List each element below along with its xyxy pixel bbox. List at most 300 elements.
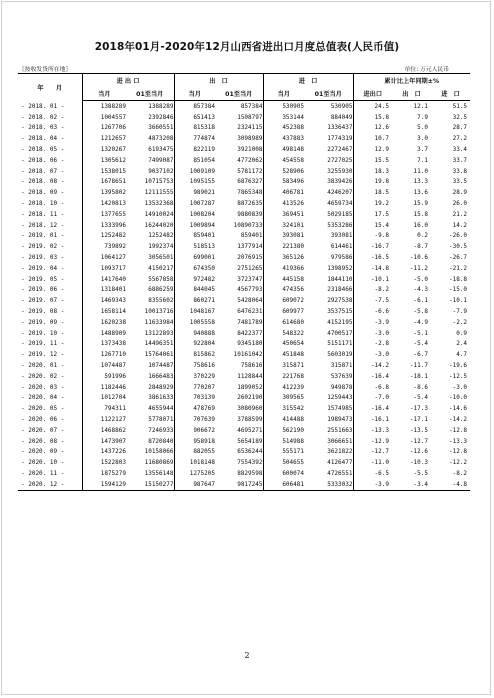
cell-im-month: 454558 (282, 156, 304, 164)
table-row (18, 209, 470, 220)
cell-im-month: 614680 (282, 318, 304, 326)
cell-ie-month: 1620238 (100, 318, 126, 326)
cell-im-ytd: 1774319 (304, 133, 353, 144)
cell-ex-month: 699001 (193, 254, 215, 262)
cell-date: - 2019. 09 - (18, 317, 82, 328)
cell-ex-month: 859401 (193, 232, 215, 240)
cell-ex-ytd: 1899052 (215, 382, 263, 393)
cell-im-month: 412239 (282, 383, 304, 391)
cell-ex-month: 922804 (193, 340, 215, 348)
header-import-export: 进 出 口 (82, 74, 174, 88)
cell-im-ytd: 4700517 (304, 328, 353, 339)
cell-yoy-ie: -11.0 (370, 459, 389, 467)
cell-yoy-ie: 19.8 (374, 178, 389, 186)
cell-im-ytd: 2727025 (304, 155, 353, 166)
cell-im-ytd: 393081 (304, 231, 353, 242)
cell-yoy-ie: -16.5 (370, 254, 389, 262)
cell-im-ytd: 1398952 (304, 263, 353, 274)
cell-ex-month: 857384 (193, 102, 215, 110)
trade-table (18, 73, 470, 490)
cell-ex-ytd: 3098989 (215, 133, 263, 144)
cell-yoy-im: -12.2 (448, 459, 468, 467)
cell-ie-ytd: 1252482 (126, 231, 174, 242)
cell-date: - 2020. 02 - (18, 371, 82, 382)
cell-ie-ytd: 11680869 (126, 457, 174, 468)
cell-ie-month: 1064127 (100, 254, 126, 262)
cell-date: - 2018. 04 - (18, 133, 82, 144)
cell-yoy-ex: -10.6 (409, 254, 428, 262)
cell-date: - 2019. 10 - (18, 328, 82, 339)
cell-ie-month: 1212657 (100, 135, 126, 143)
cell-yoy-ie: -13.3 (370, 426, 389, 434)
cell-yoy-ie: -16.4 (370, 372, 389, 380)
cell-im-ytd: 2318466 (304, 285, 353, 296)
cell-yoy-im: 0.9 (456, 329, 468, 337)
cell-date: - 2020. 09 - (18, 447, 82, 458)
cell-ie-ytd: 15150277 (126, 479, 174, 490)
cell-im-month: 437883 (282, 135, 304, 143)
cell-yoy-im: -30.5 (448, 243, 468, 251)
cell-ex-month: 758616 (193, 362, 215, 370)
cell-yoy-im: -2.2 (452, 318, 468, 326)
cell-ex-month: 478769 (193, 405, 215, 413)
cell-ex-ytd: 7865348 (215, 187, 263, 198)
table-row (18, 371, 470, 382)
cell-im-month: 606481 (282, 480, 304, 488)
cell-yoy-ex: -8.6 (413, 383, 428, 391)
cell-yoy-ie: -2.8 (374, 340, 389, 348)
cell-yoy-im: -12.8 (448, 448, 468, 456)
cell-ex-ytd: 2602190 (215, 393, 263, 404)
cell-ie-month: 1074487 (100, 362, 126, 370)
cell-yoy-ex: -12.6 (409, 448, 428, 456)
cell-im-month: 365126 (282, 254, 304, 262)
cell-yoy-ex: -18.1 (409, 372, 428, 380)
cell-ex-month: 1095155 (189, 178, 215, 186)
cell-im-ytd: 5029185 (304, 209, 353, 220)
cell-ie-month: 794311 (104, 405, 126, 413)
cell-ex-month: 674350 (193, 264, 215, 272)
cell-ie-month: 1252482 (100, 232, 126, 240)
cell-im-ytd: 530905 (304, 101, 353, 112)
cell-ex-ytd: 10161042 (215, 349, 263, 360)
cell-ex-month: 972482 (193, 275, 215, 283)
cell-ie-month: 1320267 (100, 146, 126, 154)
cell-ie-ytd: 3861633 (126, 393, 174, 404)
cell-yoy-ex: -3.4 (413, 480, 428, 488)
cell-yoy-ex: 11.0 (413, 167, 428, 175)
cell-im-month: 221380 (282, 243, 304, 251)
cell-ie-ytd: 14910024 (126, 209, 174, 220)
cell-ex-ytd: 4695271 (215, 425, 263, 436)
header-date: 年 月 (18, 74, 82, 101)
cell-ex-month: 651413 (193, 113, 215, 121)
table-row (18, 414, 470, 425)
cell-yoy-ex: -4.3 (413, 286, 428, 294)
cell-im-ytd: 3839426 (304, 177, 353, 188)
cell-ie-ytd: 6886259 (126, 285, 174, 296)
header-ex-month: 当月 (174, 87, 215, 101)
cell-yoy-im: -18.8 (448, 275, 468, 283)
cell-yoy-im: 32.5 (452, 113, 468, 121)
cell-ex-month: 1048167 (189, 308, 215, 316)
cell-ex-month: 1008204 (189, 210, 215, 218)
cell-yoy-im: -26.7 (448, 254, 468, 262)
cell-ex-ytd: 8422377 (215, 328, 263, 339)
cell-ex-month: 906672 (193, 426, 215, 434)
table-row (18, 198, 470, 209)
cell-date: - 2019. 06 - (18, 285, 82, 296)
cell-yoy-ie: 12.9 (374, 146, 389, 154)
cell-ie-month: 1658114 (100, 308, 126, 316)
cell-ie-month: 1267710 (100, 351, 126, 359)
cell-ex-month: 1009109 (189, 167, 215, 175)
table-row (18, 317, 470, 328)
cell-im-month: 504655 (282, 459, 304, 467)
cell-im-ytd: 315871 (304, 360, 353, 371)
cell-ex-ytd: 9880839 (215, 209, 263, 220)
cell-ie-ytd: 4873208 (126, 133, 174, 144)
cell-yoy-ex: -5.4 (413, 340, 428, 348)
cell-yoy-ie: 15.8 (374, 113, 389, 121)
cell-im-month: 221768 (282, 372, 304, 380)
cell-yoy-ex: -10.3 (409, 459, 428, 467)
cell-ie-month: 1469343 (100, 297, 126, 305)
cell-date: - 2018. 11 - (18, 209, 82, 220)
cell-ex-month: 844045 (193, 286, 215, 294)
cell-ex-ytd: 1508797 (215, 112, 263, 123)
table-row (18, 252, 470, 263)
cell-date: - 2020. 04 - (18, 393, 82, 404)
cell-ie-month: 1395802 (100, 189, 126, 197)
cell-ex-ytd: 1128844 (215, 371, 263, 382)
cell-im-month: 498148 (282, 146, 304, 154)
cell-yoy-im: 28.9 (452, 189, 468, 197)
table-row (18, 101, 470, 112)
cell-yoy-ex: -6.1 (413, 297, 428, 305)
cell-ie-month: 1875279 (100, 469, 126, 477)
cell-ex-month: 815318 (193, 124, 215, 132)
cell-yoy-ex: -17.1 (409, 416, 428, 423)
cell-yoy-ex: -6.7 (413, 351, 428, 359)
cell-ie-ytd: 5567858 (126, 274, 174, 285)
cell-ex-month: 851054 (193, 156, 215, 164)
cell-yoy-ie: -14.2 (370, 362, 389, 370)
cell-yoy-ex: -5.5 (413, 469, 428, 477)
cell-date: - 2018. 05 - (18, 144, 82, 155)
cell-im-ytd: 5353286 (304, 220, 353, 231)
table-body (18, 101, 470, 490)
cell-ex-ytd: 6536244 (215, 447, 263, 458)
cell-ex-month: 703139 (193, 394, 215, 402)
cell-ex-ytd: 9817245 (215, 479, 263, 490)
cell-yoy-im: 27.2 (452, 135, 468, 143)
cell-yoy-im: -10.1 (448, 297, 468, 305)
cell-yoy-ex: -5.0 (413, 275, 428, 283)
cell-ie-month: 1678651 (100, 178, 126, 186)
cell-im-month: 583496 (282, 178, 304, 186)
cell-yoy-ex: -5.1 (413, 329, 428, 337)
cell-ie-ytd: 4150217 (126, 263, 174, 274)
cell-date: - 2018. 01 - (18, 101, 82, 112)
cell-ie-month: 1377655 (100, 210, 126, 218)
cell-ex-month: 1009894 (189, 221, 215, 229)
table-row (18, 328, 470, 339)
cell-yoy-ex: 7.1 (417, 156, 428, 164)
cell-date: - 2018. 10 - (18, 198, 82, 209)
cell-yoy-im: 33.4 (452, 146, 468, 154)
cell-ex-month: 882055 (193, 448, 215, 456)
cell-yoy-ex: 13.6 (413, 189, 428, 197)
cell-im-ytd: 1336437 (304, 123, 353, 134)
cell-im-month: 413526 (282, 200, 304, 208)
cell-im-ytd: 979586 (304, 252, 353, 263)
cell-yoy-ex: 0.2 (417, 232, 428, 240)
cell-yoy-im: -7.9 (452, 308, 468, 316)
cell-ie-month: 1318401 (100, 286, 126, 294)
cell-im-month: 474356 (282, 286, 304, 294)
cell-yoy-im: -19.6 (448, 362, 468, 370)
cell-ex-month: 370229 (193, 372, 215, 380)
cell-yoy-im: 4.7 (456, 351, 468, 359)
cell-ie-month: 591996 (104, 372, 126, 380)
cell-yoy-ie: -14.8 (370, 264, 389, 272)
cell-ex-month: 518513 (193, 243, 215, 251)
cell-ie-ytd: 7499087 (126, 155, 174, 166)
cell-im-month: 369451 (282, 210, 304, 218)
cell-ie-month: 1488909 (100, 329, 126, 337)
cell-ex-month: 989021 (193, 189, 215, 197)
table-row (18, 382, 470, 393)
cell-date: - 2018. 09 - (18, 187, 82, 198)
cell-im-ytd: 4246207 (304, 187, 353, 198)
cell-ex-month: 774874 (193, 135, 215, 143)
cell-ie-ytd: 10715753 (126, 177, 174, 188)
cell-im-month: 548322 (282, 329, 304, 337)
table-row (18, 425, 470, 436)
cell-ie-ytd: 5778071 (126, 414, 174, 425)
cell-ex-ytd: 10890733 (215, 220, 263, 231)
cell-ex-ytd: 7554392 (215, 457, 263, 468)
cell-date: - 2020. 08 - (18, 436, 82, 447)
cell-ie-ytd: 13122893 (126, 328, 174, 339)
cell-ex-ytd: 3723747 (215, 274, 263, 285)
cell-im-ytd: 4152195 (304, 317, 353, 328)
cell-ex-ytd: 2076915 (215, 252, 263, 263)
cell-yoy-ie: -3.9 (374, 480, 389, 488)
cell-im-month: 609977 (282, 308, 304, 316)
table-row (18, 306, 470, 317)
cell-ie-ytd: 9037102 (126, 166, 174, 177)
cell-im-ytd: 4126477 (304, 457, 353, 468)
table-row (18, 123, 470, 134)
cell-yoy-ie: -16.1 (370, 416, 389, 423)
cell-ie-ytd: 6193475 (126, 144, 174, 155)
table-row (18, 144, 470, 155)
cell-date: - 2018. 02 - (18, 112, 82, 123)
cell-ie-ytd: 13556148 (126, 468, 174, 479)
cell-yoy-ie: 24.5 (374, 102, 389, 110)
cell-date: - 2018. 07 - (18, 166, 82, 177)
cell-im-month: 451848 (282, 351, 304, 359)
cell-im-ytd: 3621822 (304, 447, 353, 458)
cell-ex-month: 815862 (193, 351, 215, 359)
cell-date: - 2018. 06 - (18, 155, 82, 166)
cell-date: - 2019. 05 - (18, 274, 82, 285)
cell-yoy-ex: -11.2 (409, 264, 428, 272)
cell-ie-ytd: 1666483 (126, 371, 174, 382)
table-row (18, 285, 470, 296)
cell-im-ytd: 1259443 (304, 393, 353, 404)
cell-yoy-im: -15.0 (448, 286, 468, 294)
cell-ie-ytd: 16244020 (126, 220, 174, 231)
cell-yoy-im: -3.0 (452, 383, 468, 391)
cell-ie-month: 1333996 (100, 221, 126, 229)
table-row (18, 274, 470, 285)
cell-date: - 2018. 03 - (18, 123, 82, 134)
header-yoy-ex: 出 口 (392, 87, 431, 101)
cell-ex-month: 958918 (193, 437, 215, 445)
cell-yoy-im: -10.0 (448, 394, 468, 402)
header-ex-ytd: 01至当月 (215, 87, 263, 101)
table-row (18, 349, 470, 360)
cell-ie-ytd: 3056501 (126, 252, 174, 263)
cell-date: - 2019. 12 - (18, 349, 82, 360)
cell-ie-ytd: 10158066 (126, 447, 174, 458)
cell-ie-ytd: 7246933 (126, 425, 174, 436)
cell-yoy-ex: -17.3 (409, 405, 428, 413)
cell-ie-month: 1388289 (100, 102, 126, 110)
cell-yoy-ie: -7.0 (374, 394, 389, 402)
cell-ex-ytd: 857384 (215, 101, 263, 112)
cell-date: - 2020. 05 - (18, 403, 82, 414)
cell-ie-ytd: 2392846 (126, 112, 174, 123)
cell-ex-ytd: 1377914 (215, 241, 263, 252)
cell-ex-month: 987647 (193, 480, 215, 488)
cell-yoy-ie: -6.5 (374, 469, 389, 477)
table-bottom-rule (18, 490, 470, 491)
header-ie-ytd: 01至当月 (126, 87, 174, 101)
cell-im-month: 562190 (282, 426, 304, 434)
cell-ie-ytd: 8355602 (126, 295, 174, 306)
cell-yoy-im: 2.4 (456, 340, 468, 348)
cell-yoy-ie: -16.7 (370, 243, 389, 251)
cell-im-month: 315871 (282, 362, 304, 370)
page-title: 2018年01月-2020年12月山西省进出口月度总值表(人民币值) (94, 41, 400, 53)
cell-yoy-im: 33.5 (452, 178, 468, 186)
cell-ex-ytd: 3921008 (215, 144, 263, 155)
cell-ie-month: 1473907 (100, 437, 126, 445)
cell-im-ytd: 3537515 (304, 306, 353, 317)
cell-yoy-im: 51.5 (452, 102, 468, 110)
cell-ie-ytd: 8720840 (126, 436, 174, 447)
table-row (18, 112, 470, 123)
cell-ex-month: 707639 (193, 416, 215, 423)
cell-im-ytd: 1574985 (304, 403, 353, 414)
cell-im-ytd: 2272467 (304, 144, 353, 155)
cell-yoy-ie: -3.0 (374, 329, 389, 337)
cell-im-ytd: 3255930 (304, 166, 353, 177)
cell-ie-ytd: 1074487 (126, 360, 174, 371)
cell-ie-ytd: 10013716 (126, 306, 174, 317)
header-ie-month: 当月 (82, 87, 126, 101)
cell-ie-month: 739892 (104, 243, 126, 251)
cell-ie-ytd: 1388289 (126, 101, 174, 112)
cell-im-ytd: 2551663 (304, 425, 353, 436)
cell-im-month: 309565 (282, 394, 304, 402)
cell-yoy-ex: -5.4 (413, 394, 428, 402)
cell-ie-month: 1182446 (100, 383, 126, 391)
cell-date: - 2018. 12 - (18, 220, 82, 231)
cell-yoy-ex: -11.7 (409, 362, 428, 370)
cell-yoy-ex: -13.5 (409, 426, 428, 434)
table-row (18, 166, 470, 177)
table-row (18, 436, 470, 447)
cell-ex-ytd: 5428064 (215, 295, 263, 306)
cell-yoy-ie: 19.2 (374, 200, 389, 208)
cell-date: - 2020. 06 - (18, 414, 82, 425)
cell-ie-month: 1373438 (100, 340, 126, 348)
header-im-month: 当月 (263, 87, 304, 101)
cell-ex-ytd: 6876327 (215, 177, 263, 188)
cell-date: - 2020. 03 - (18, 382, 82, 393)
header-im-ytd: 01至当月 (304, 87, 353, 101)
table-row (18, 468, 470, 479)
cell-ie-ytd: 4655944 (126, 403, 174, 414)
cell-ie-month: 1093717 (100, 264, 126, 272)
cell-ex-ytd: 9345180 (215, 339, 263, 350)
cell-yoy-ie: -12.7 (370, 448, 389, 456)
cell-ex-ytd: 5654189 (215, 436, 263, 447)
cell-yoy-ex: 15.8 (413, 210, 428, 218)
cell-yoy-ie: -6.6 (374, 308, 389, 316)
cell-ex-ytd: 4772062 (215, 155, 263, 166)
header-import: 进 口 (263, 74, 353, 88)
cell-im-ytd: 1844110 (304, 274, 353, 285)
table-row (18, 155, 470, 166)
cell-im-ytd: 884049 (304, 112, 353, 123)
cell-yoy-ie: -16.4 (370, 405, 389, 413)
cell-yoy-im: -21.2 (448, 264, 468, 272)
cell-date: - 2020. 01 - (18, 360, 82, 371)
table-row (18, 231, 470, 242)
cell-im-ytd: 3066651 (304, 436, 353, 447)
cell-yoy-im: 21.2 (452, 210, 468, 218)
cell-yoy-im: -8.2 (452, 469, 468, 477)
cell-ie-month: 1305612 (100, 156, 126, 164)
cell-yoy-im: -12.8 (448, 426, 468, 434)
cell-yoy-ie: 15.5 (374, 156, 389, 164)
cell-date: - 2020. 07 - (18, 425, 82, 436)
cell-ie-month: 1522803 (100, 459, 126, 467)
table-row (18, 403, 470, 414)
cell-ie-month: 1004557 (100, 113, 126, 121)
cell-yoy-ie: -10.1 (370, 275, 389, 283)
cell-yoy-ie: -9.8 (374, 232, 389, 240)
cell-im-month: 445158 (282, 275, 304, 283)
cell-im-month: 555171 (282, 448, 304, 456)
cell-date: - 2019. 04 - (18, 263, 82, 274)
cell-ie-ytd: 3660551 (126, 123, 174, 134)
cell-ex-month: 940888 (193, 329, 215, 337)
cell-im-ytd: 949878 (304, 382, 353, 393)
cell-yoy-im: -13.3 (448, 437, 468, 445)
cell-ie-ytd: 14496351 (126, 339, 174, 350)
table-row (18, 447, 470, 458)
cell-ie-month: 1267706 (100, 124, 126, 132)
table-row (18, 177, 470, 188)
cell-yoy-ex: 3.7 (417, 146, 428, 154)
